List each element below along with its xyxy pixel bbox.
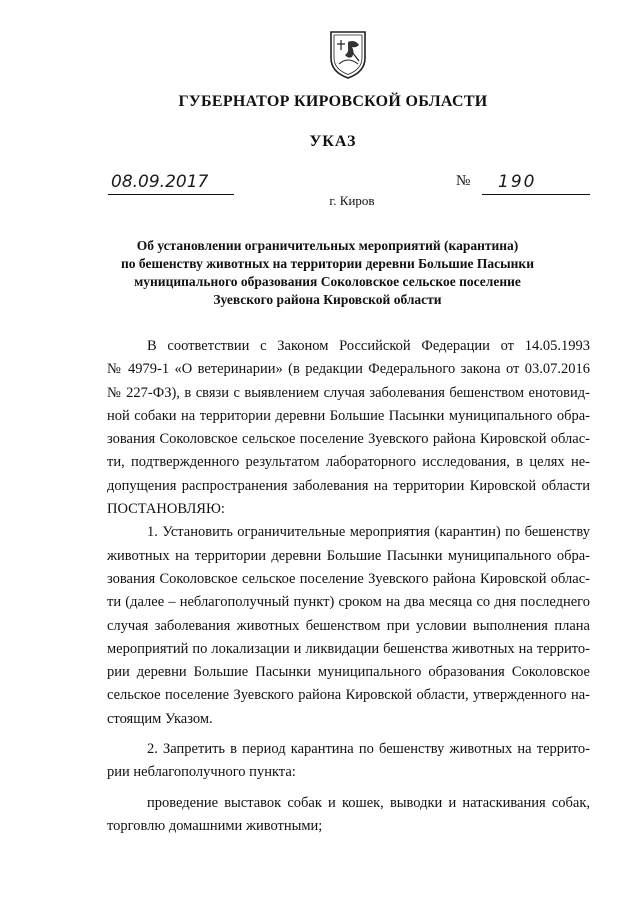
text-line: рии неблагополучного пункта:	[107, 764, 296, 781]
preamble-paragraph	[107, 335, 590, 521]
number-field	[482, 168, 590, 195]
text-line: сельское поселение Зуевского района Кировской области, утвержденного на-	[107, 687, 590, 704]
item-2-subpoint	[107, 792, 590, 839]
coat-of-arms-emblem-icon	[328, 28, 368, 80]
date-field	[108, 168, 234, 195]
text-line: 2. Запретить в период карантина по бешенству животных на террито-	[147, 741, 590, 758]
handwritten-number: 190	[498, 172, 537, 192]
text-line: зования Соколовское сельское поселение Зуевского района Кировской облас-	[107, 570, 590, 587]
text-line: 1. Установить ограничительные мероприятия (карантин) по бешенству	[147, 524, 590, 541]
heading-line: Об установлении ограничительных мероприятий (карантина)	[136, 238, 519, 253]
text-line: допущения распространения заболевания на территории Кировской области	[107, 477, 590, 494]
text-line: ти (далее – неблагополучный пункт) сроком на два месяца со дня последнего	[107, 594, 590, 611]
text-line: мероприятий по локализации и ликвидации бешенства животных на террито-	[107, 640, 590, 657]
paragraph-gap	[107, 731, 590, 738]
city-name: г. Киров	[329, 193, 375, 208]
text-line: животных на территории деревни Большие Пасынки муниципального обра-	[107, 547, 590, 564]
text-line: стоящим Указом.	[107, 710, 213, 727]
text-line: В соответствии с Законом Российской Федерации от 14.05.1993	[147, 338, 590, 354]
decree-body	[107, 335, 590, 838]
heading-line: муниципального образования Соколовское сельское поселение	[134, 274, 521, 289]
resolution-word: ПОСТАНОВЛЯЮ:	[107, 501, 225, 518]
item-1-paragraph	[107, 521, 590, 731]
text-line: торговлю домашними животными;	[107, 817, 323, 834]
text-line: ти, подтвержденного результатом лабораторного исследования, в целях не-	[107, 454, 590, 471]
document-type: УКАЗ	[309, 133, 357, 150]
item-2-paragraph	[107, 738, 590, 785]
paragraph-gap	[107, 785, 590, 792]
number-label: №	[456, 173, 471, 189]
text-line: ной собаки на территории деревни Большие Пасынки муниципального обра-	[107, 407, 590, 424]
issuing-authority: ГУБЕРНАТОР КИРОВСКОЙ ОБЛАСТИ	[178, 93, 488, 110]
text-line: № 227-ФЗ), в связи с выявлением случая заболевания бешенством енотовид-	[107, 384, 590, 401]
handwritten-date: 08.09.2017	[111, 172, 209, 192]
text-line: № 4979-1 «О ветеринарии» (в редакции Федерального закона от 03.07.2016	[107, 361, 590, 378]
text-line: рии деревни Большие Пасынки муниципального образования Соколовское	[107, 664, 590, 681]
text-line: случая заболевания животных бешенством при условии выполнения плана	[107, 617, 590, 634]
heading-line: Зуевского района Кировской области	[213, 292, 442, 307]
text-line: проведение выставок собак и кошек, выводки и натаскивания собак,	[147, 794, 590, 811]
decree-heading	[100, 237, 555, 309]
heading-line: по бешенству животных на территории деревни Большие Пасынки	[120, 256, 534, 271]
text-line: зования Соколовское сельское поселение Зуевского района Кировской облас-	[107, 431, 590, 448]
